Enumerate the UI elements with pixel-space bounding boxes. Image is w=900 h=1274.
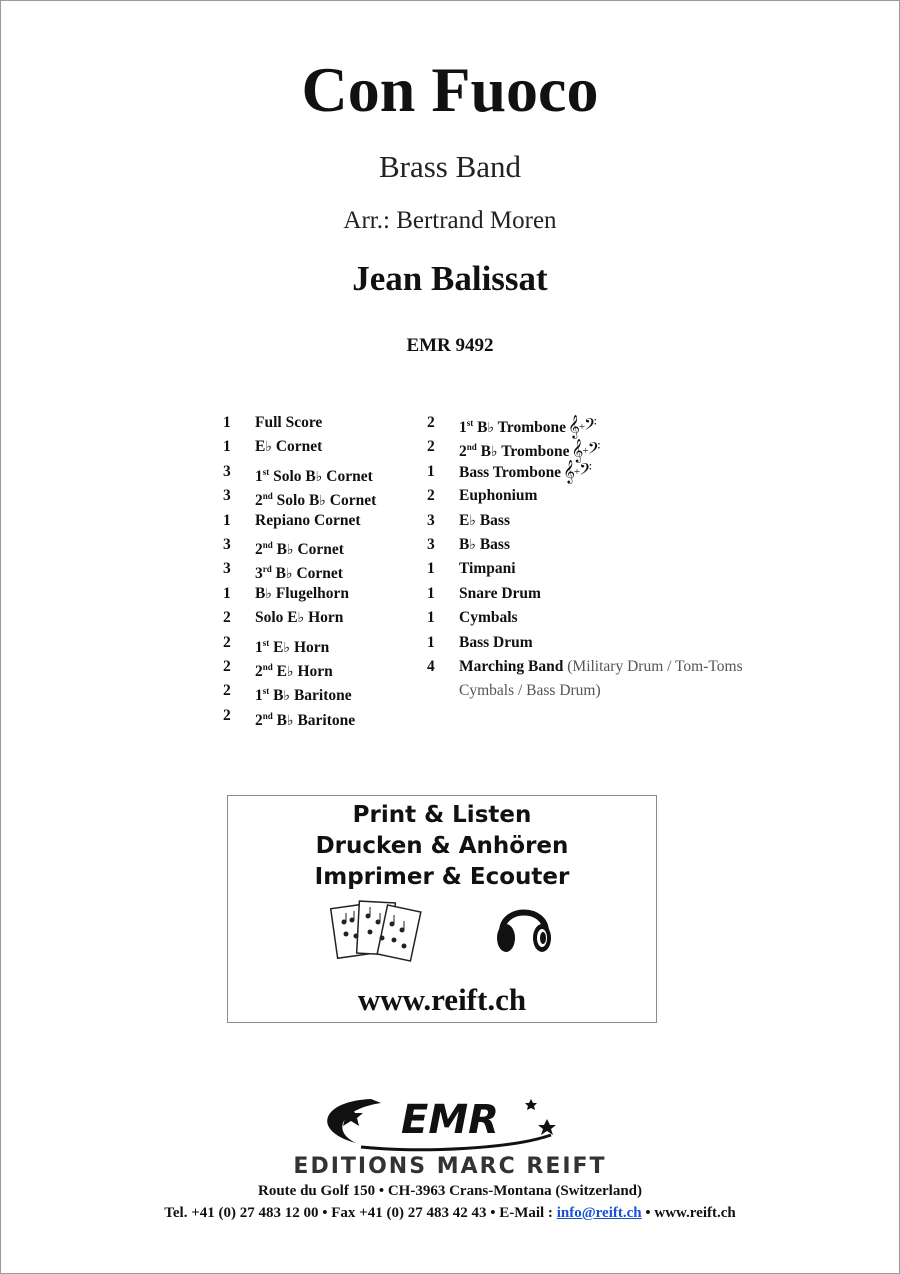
part-row <box>223 631 423 655</box>
print-listen-box <box>227 795 657 1023</box>
part-name <box>459 460 591 485</box>
part-name <box>459 631 533 655</box>
flat-sign: ♭ <box>265 586 272 602</box>
part-ordinal-number: 3 <box>255 565 263 583</box>
part-name <box>255 606 343 631</box>
part-quantity: 2 <box>427 414 435 431</box>
part-key: B <box>476 443 491 461</box>
part-quantity: 3 <box>223 487 231 505</box>
part-row <box>223 557 423 581</box>
part-ordinal-number: 1 <box>255 467 263 485</box>
part-quantity: 3 <box>223 462 231 480</box>
part-name <box>255 582 349 607</box>
parts-list-right <box>427 411 827 704</box>
part-key: B <box>271 565 286 583</box>
part-key: Solo B <box>272 492 320 510</box>
part-key: B <box>255 584 266 602</box>
composer-name: Jean Balissat <box>352 259 548 298</box>
part-name <box>255 509 360 533</box>
part-row <box>427 582 827 606</box>
part-quantity: 1 <box>427 633 435 651</box>
part-instrument: Horn <box>290 638 330 656</box>
flat-sign: ♭ <box>286 542 294 558</box>
part-instrument: Cornet <box>292 565 343 583</box>
part-instrument: Full Score <box>255 414 323 431</box>
part-instrument: Trombone <box>497 443 570 461</box>
part-key: B <box>473 419 488 436</box>
part-quantity: 2 <box>427 487 435 505</box>
part-quantity: 1 <box>427 462 435 480</box>
part-name <box>255 435 322 460</box>
bass-clef-icon: 𝄢 <box>584 416 596 438</box>
part-row <box>427 533 827 557</box>
part-detail: (Military Drum / Tom-Toms <box>563 657 743 675</box>
part-quantity: 1 <box>223 438 231 456</box>
flat-sign: ♭ <box>286 713 294 729</box>
part-quantity: 2 <box>427 438 435 456</box>
part-detail-continuation: Cymbals / Bass Drum) <box>459 682 601 700</box>
part-ordinal-number: 2 <box>255 492 263 510</box>
part-row <box>427 557 827 581</box>
parts-list-left <box>223 411 423 728</box>
publisher-name: EDITIONS MARC REIFT <box>293 1154 607 1179</box>
part-ordinal-number: 1 <box>459 419 467 436</box>
part-name <box>255 411 322 435</box>
arranger-credit: Arr.: Bertrand Moren <box>343 207 557 234</box>
clef-icons <box>563 461 591 483</box>
part-row <box>223 509 423 533</box>
flat-sign: ♭ <box>297 611 305 627</box>
bass-clef-icon: 𝄢 <box>587 440 600 463</box>
flat-sign: ♭ <box>315 469 323 485</box>
plus-sign: + <box>578 421 585 433</box>
flat-sign: ♭ <box>319 494 326 510</box>
part-quantity: 2 <box>223 609 231 627</box>
part-row <box>223 606 423 630</box>
part-ordinal-suffix: st <box>262 686 270 697</box>
sheet-music-icon <box>330 900 422 968</box>
publisher-address: Route du Golf 150 • CH-3963 Crans-Montana (Switzerland) <box>258 1183 642 1199</box>
part-quantity: 2 <box>223 682 231 700</box>
headphones-icon <box>492 894 556 958</box>
part-row <box>427 484 827 508</box>
part-instrument: Cornet <box>293 540 344 558</box>
part-instrument: Horn <box>293 662 333 680</box>
part-quantity: 1 <box>427 609 435 627</box>
flat-sign: ♭ <box>265 440 272 456</box>
plus-sign: + <box>582 445 588 458</box>
part-row <box>427 411 827 438</box>
part-instrument: Cornet <box>271 438 323 456</box>
part-key: E <box>255 438 266 456</box>
bass-clef-icon: 𝄢 <box>579 460 591 483</box>
part-instrument: Euphonium <box>459 487 538 505</box>
part-quantity: 3 <box>427 511 435 529</box>
promo-line-german: Drucken & Anhören <box>315 833 569 859</box>
part-quantity: 3 <box>427 535 435 553</box>
part-ordinal-suffix: nd <box>466 442 477 453</box>
part-quantity: 4 <box>427 657 435 675</box>
emr-logo <box>251 1091 651 1153</box>
part-instrument: Marching Band <box>459 657 564 675</box>
part-row <box>427 509 827 533</box>
part-ordinal-suffix: nd <box>262 539 273 550</box>
flat-sign: ♭ <box>490 445 498 461</box>
part-name <box>459 509 510 534</box>
part-row <box>223 679 423 703</box>
part-ordinal-number: 2 <box>459 443 467 461</box>
part-ordinal-number: 1 <box>255 687 263 705</box>
part-key: Solo B <box>269 467 316 485</box>
part-quantity: 1 <box>427 560 435 578</box>
plus-sign: + <box>573 465 580 478</box>
part-key: B <box>272 711 287 729</box>
promo-line-english: Print & Listen <box>352 802 532 828</box>
part-instrument: Cymbals <box>459 609 518 627</box>
part-name <box>459 582 541 606</box>
part-instrument: Timpani <box>459 560 516 578</box>
part-key: Solo E <box>255 609 298 627</box>
part-row <box>223 411 423 435</box>
part-name <box>459 557 516 581</box>
piece-title: Con Fuoco <box>301 54 599 125</box>
treble-clef-icon: 𝄞 <box>568 416 579 438</box>
contact-phone-fax: Tel. +41 (0) 27 483 12 00 • Fax +41 (0) 27 483 42 43 • E-Mail : <box>164 1205 557 1221</box>
part-row <box>223 704 423 728</box>
part-instrument: Cornet <box>325 492 377 510</box>
part-instrument: Cornet <box>322 467 373 485</box>
part-row <box>427 655 827 679</box>
part-quantity: 3 <box>223 560 231 578</box>
part-ordinal-suffix: nd <box>262 710 273 721</box>
part-row <box>427 631 827 655</box>
treble-clef-icon: 𝄞 <box>571 440 583 463</box>
part-quantity: 2 <box>223 633 231 651</box>
treble-clef-icon: 𝄞 <box>563 460 574 483</box>
part-instrument: Bass Trombone <box>459 463 562 481</box>
part-instrument: Repiano Cornet <box>255 511 361 529</box>
part-name <box>255 704 355 734</box>
part-ordinal-suffix: st <box>262 466 270 477</box>
part-ordinal-suffix: nd <box>262 661 273 672</box>
part-instrument: Bass <box>475 535 510 553</box>
part-ordinal-suffix: st <box>466 418 474 428</box>
part-row <box>427 606 827 630</box>
flat-sign: ♭ <box>283 640 291 656</box>
part-key: B <box>459 535 470 553</box>
part-ordinal-number: 1 <box>255 638 263 656</box>
publisher-contact <box>1 1205 899 1222</box>
part-ordinal-number: 2 <box>255 540 263 558</box>
logo-text: EMR <box>401 1097 499 1143</box>
part-quantity: 3 <box>223 535 231 553</box>
flat-sign: ♭ <box>469 537 476 553</box>
part-ordinal-suffix: nd <box>262 491 273 502</box>
part-instrument: Snare Drum <box>459 584 541 602</box>
part-row <box>223 533 423 557</box>
part-key: B <box>269 687 284 705</box>
flat-sign: ♭ <box>285 567 293 583</box>
flat-sign: ♭ <box>487 421 495 436</box>
email-link[interactable]: info@reift.ch <box>556 1205 642 1221</box>
part-row <box>223 435 423 459</box>
part-instrument: Bass Drum <box>459 633 533 651</box>
part-instrument: Baritone <box>290 687 352 705</box>
part-quantity: 2 <box>223 657 231 675</box>
part-ordinal-number: 2 <box>255 662 263 680</box>
part-quantity: 1 <box>427 584 435 602</box>
part-quantity: 2 <box>223 706 231 724</box>
part-quantity: 1 <box>223 414 231 431</box>
contact-website: • www.reift.ch <box>641 1205 736 1221</box>
part-ordinal-suffix: rd <box>262 564 272 575</box>
part-instrument: Flugelhorn <box>271 584 350 602</box>
part-row <box>223 582 423 606</box>
part-row <box>223 484 423 508</box>
part-row <box>427 460 827 484</box>
promo-website: www.reift.ch <box>357 982 527 1017</box>
part-instrument: Trombone <box>494 419 566 436</box>
part-row <box>223 655 423 679</box>
part-name <box>459 655 743 679</box>
part-name <box>459 533 510 558</box>
part-key: E <box>272 662 287 680</box>
part-key: B <box>272 540 287 558</box>
part-ordinal-suffix: st <box>262 637 270 648</box>
part-quantity: 1 <box>223 584 231 602</box>
part-ordinal-number: 2 <box>255 711 263 729</box>
part-instrument: Horn <box>304 609 344 627</box>
promo-line-french: Imprimer & Ecouter <box>314 864 570 890</box>
part-row <box>427 435 827 463</box>
part-name <box>459 606 518 630</box>
ensemble-subtitle: Brass Band <box>378 149 522 184</box>
flat-sign: ♭ <box>286 664 294 680</box>
part-quantity: 1 <box>223 511 231 529</box>
part-key: E <box>459 511 470 529</box>
part-row <box>223 460 423 484</box>
part-instrument: Baritone <box>293 711 356 729</box>
catalog-number: EMR 9492 <box>406 335 494 356</box>
flat-sign: ♭ <box>283 689 291 705</box>
part-row-continuation <box>427 679 827 703</box>
part-name <box>459 484 537 508</box>
part-instrument: Bass <box>475 511 510 529</box>
part-key: E <box>269 638 284 656</box>
flat-sign: ♭ <box>469 513 476 529</box>
